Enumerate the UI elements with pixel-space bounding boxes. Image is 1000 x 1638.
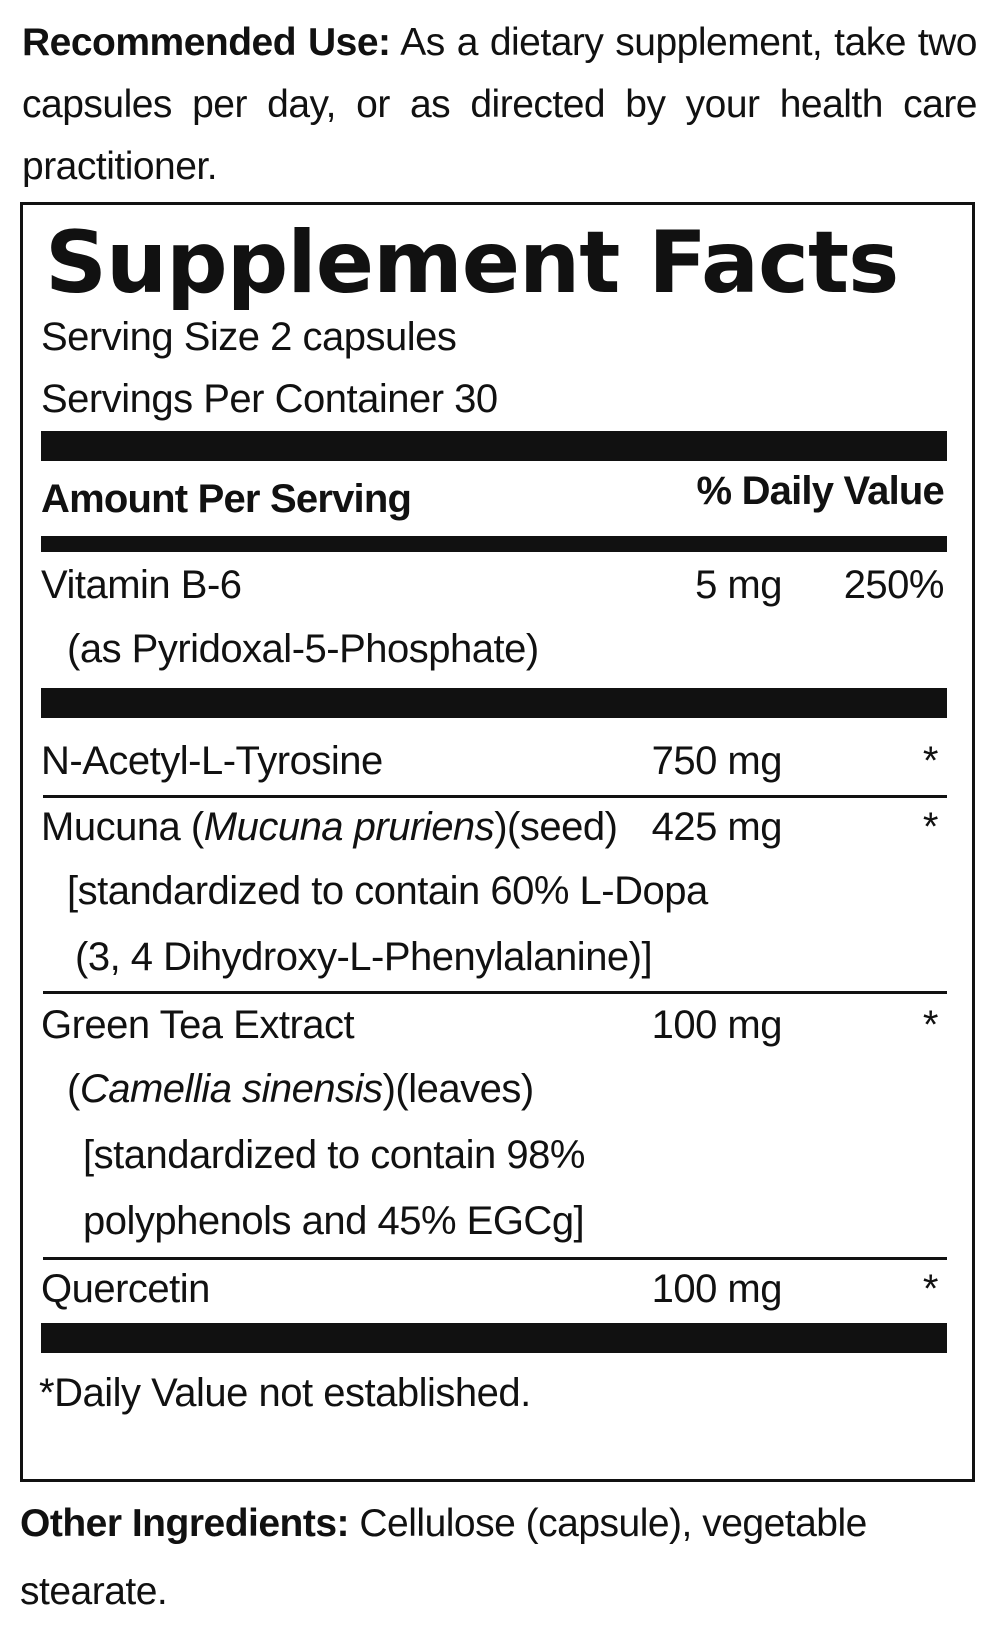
row-rule xyxy=(43,1257,947,1260)
vitamin-b6-sub: (as Pyridoxal-5-Phosphate) xyxy=(67,627,539,671)
mucuna-amount: 425 mg xyxy=(651,805,782,849)
quercetin-name: Quercetin xyxy=(41,1267,210,1311)
serving-size: Serving Size 2 capsules xyxy=(41,315,457,359)
vitamin-b6-amount: 5 mg xyxy=(695,563,782,607)
mucuna-name-pre: Mucuna ( xyxy=(41,805,204,849)
nalt-amount: 750 mg xyxy=(651,739,782,783)
green-tea-sub2: [standardized to contain 98% xyxy=(83,1133,585,1177)
recommended-use xyxy=(22,12,977,198)
nalt-dv: * xyxy=(922,739,938,783)
green-tea-sub-italic: Camellia sinensis xyxy=(79,1067,383,1111)
panel-title: Supplement Facts xyxy=(45,213,899,313)
green-tea-name: Green Tea Extract xyxy=(41,1003,355,1047)
mucuna-name-italic: Mucuna pruriens xyxy=(203,805,495,849)
green-tea-sub-post: )(leaves) xyxy=(382,1067,534,1111)
recommended-use-label: Recommended Use: xyxy=(22,21,391,64)
supplement-facts-panel xyxy=(20,202,975,1482)
quercetin-dv: * xyxy=(922,1267,938,1311)
green-tea-dv: * xyxy=(922,1003,938,1047)
recommended-use-text: As a dietary supplement, take two capsules per day, or as directed by your health care practitioner. xyxy=(22,21,978,188)
thick-bar xyxy=(41,431,947,461)
row-rule xyxy=(43,991,947,994)
green-tea-sub-pre: ( xyxy=(67,1067,80,1111)
mucuna-sub1: [standardized to contain 60% L-Dopa xyxy=(67,869,708,913)
footnote: *Daily Value not established. xyxy=(39,1371,531,1415)
mucuna-dv: * xyxy=(922,805,938,849)
row-rule xyxy=(43,795,947,798)
other-ingredients-label: Other Ingredients: xyxy=(20,1502,350,1545)
thick-bar xyxy=(41,688,947,718)
header-daily-value: % Daily Value xyxy=(696,469,944,513)
other-ingredients-text: Cellulose (capsule), vegetable stearate. xyxy=(20,1502,867,1613)
thick-bar xyxy=(41,1323,947,1353)
vitamin-b6-name: Vitamin B-6 xyxy=(41,563,242,607)
green-tea-sub xyxy=(67,1061,534,1117)
mucuna-name xyxy=(41,799,617,855)
medium-bar xyxy=(41,536,947,552)
green-tea-amount: 100 mg xyxy=(651,1003,782,1047)
quercetin-amount: 100 mg xyxy=(651,1267,782,1311)
other-ingredients xyxy=(20,1490,980,1626)
servings-per-container: Servings Per Container 30 xyxy=(41,377,498,421)
nalt-name: N-Acetyl-L-Tyrosine xyxy=(41,739,383,783)
vitamin-b6-dv: 250% xyxy=(843,563,944,607)
header-amount-per-serving: Amount Per Serving xyxy=(41,477,412,521)
mucuna-sub2: (3, 4 Dihydroxy-L-Phenylalanine)] xyxy=(75,935,653,979)
mucuna-name-post: )(seed) xyxy=(494,805,618,849)
green-tea-sub3: polyphenols and 45% EGCg] xyxy=(83,1199,585,1243)
